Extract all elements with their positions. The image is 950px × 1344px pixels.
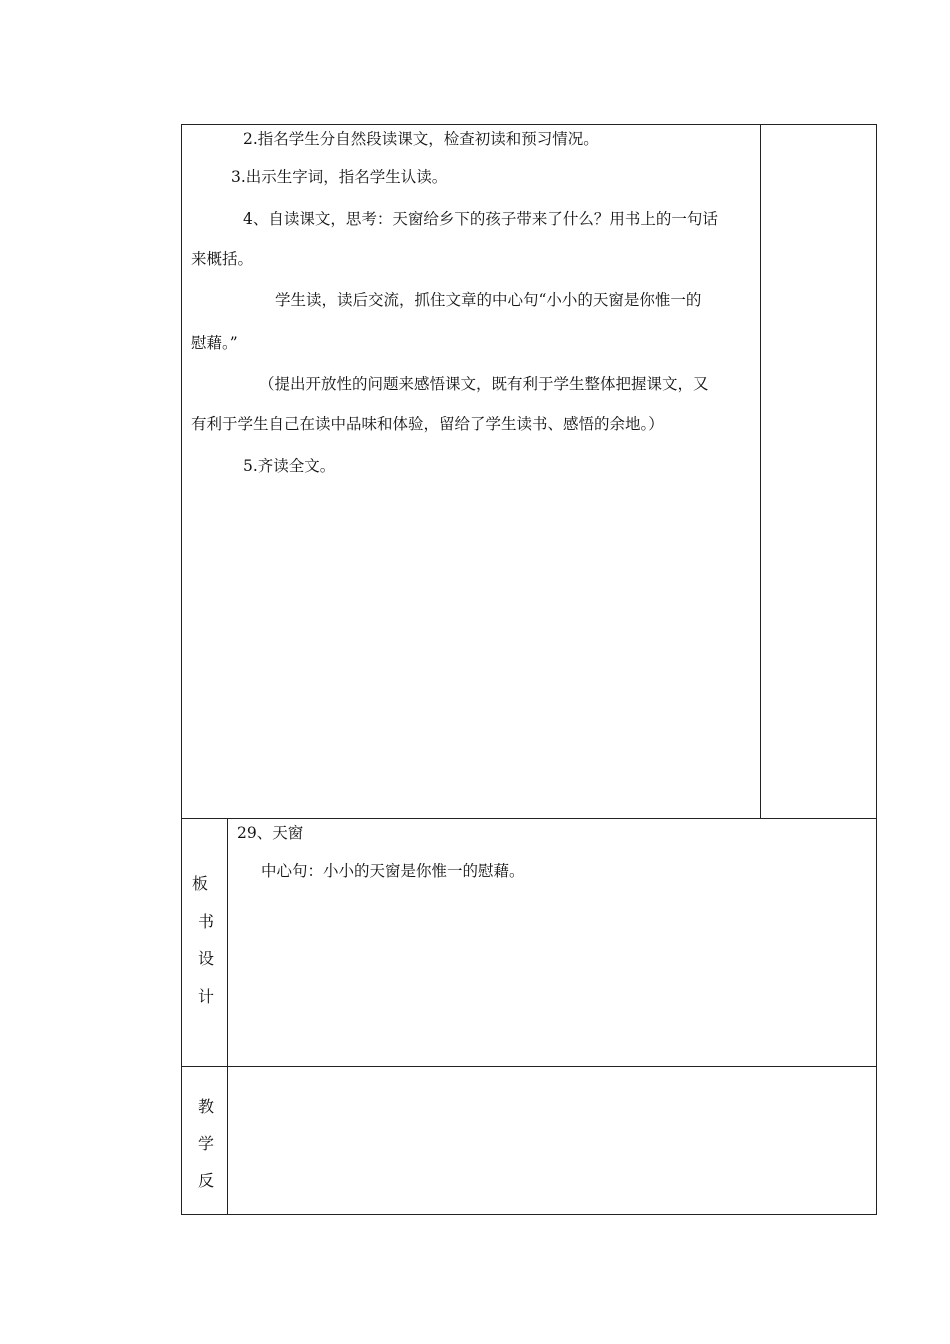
process-line-7: （提出开放性的问题来感悟课文，既有利于学生整体把握课文，又 [259,375,709,393]
process-line-9: 5.齐读全文。 [243,457,336,475]
process-line-2: 3.出示生字词，指名学生认读。 [231,168,448,186]
reflection-label-char-1: 教 [197,1097,214,1116]
board-design-label-char-3: 设 [197,949,214,968]
process-line-1: 2.指名学生分自然段读课文，检查初读和预习情况。 [243,130,599,148]
table-right-border [876,124,877,1215]
board-row-bottom-border [181,1066,877,1067]
process-line-6: 慰藉。” [191,334,238,352]
board-design-label-char-1: 板 [191,874,208,893]
table-left-border [181,124,182,1215]
board-design-label-char-4: 计 [197,987,214,1006]
notes-column-divider [760,124,761,819]
board-design-label-char-2: 书 [197,912,214,931]
table-top-border [181,124,877,125]
label-column-divider [227,818,228,1215]
reflection-label-char-3: 反 [197,1171,214,1190]
process-line-3: 4、自读课文，思考：天窗给乡下的孩子带来了什么？用书上的一句话 [243,210,718,228]
process-line-4: 来概括。 [191,250,254,268]
board-title: 29、天窗 [237,824,304,842]
reflection-label-char-2: 学 [197,1134,214,1153]
process-row-bottom-border [181,818,877,819]
table-bottom-border [181,1214,877,1215]
board-central-sentence: 中心句：小小的天窗是你惟一的慰藉。 [261,862,525,880]
process-line-5: 学生读，读后交流，抓住文章的中心句“小小的天窗是你惟一的 [275,291,702,309]
process-line-8: 有利于学生自己在读中品味和体验，留给了学生读书、感悟的余地。） [191,415,664,433]
